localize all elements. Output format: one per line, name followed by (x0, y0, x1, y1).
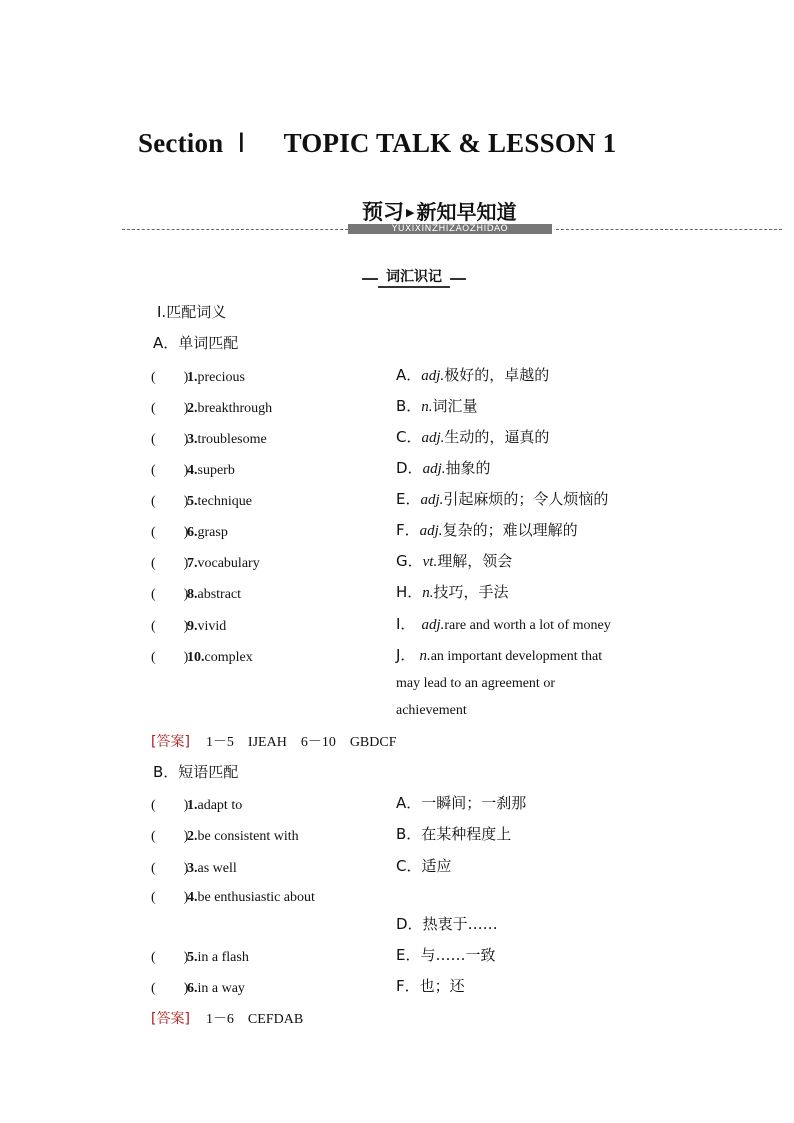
meaning-item (396, 792, 526, 813)
part-of-speech: adj. (421, 617, 445, 633)
answer-blank[interactable]: ( ) (151, 861, 189, 876)
subheading: 词汇识记 (378, 269, 450, 288)
definition-letter: B． (396, 397, 422, 415)
word-number: 9. (187, 619, 198, 634)
title-section: Section (138, 128, 224, 158)
definition-text: 抽象的 (445, 459, 491, 477)
phrase-item (151, 977, 245, 997)
meaning-letter: F． (396, 977, 420, 995)
meaning-text: 适应 (421, 857, 452, 875)
section-banner (362, 196, 516, 226)
answer-blank[interactable]: ( ) (151, 798, 189, 813)
part-of-speech: n. (422, 585, 434, 601)
definition-text: 生动的，逼真的 (444, 428, 550, 446)
subheading-box (362, 269, 466, 287)
word-text: abstract (197, 587, 242, 602)
section-b-heading: B．短语匹配 (153, 763, 239, 781)
word-item (151, 583, 241, 603)
definition-item (396, 613, 611, 634)
definition-item (396, 426, 549, 447)
meaning-letter: D． (396, 915, 423, 933)
definition-item (396, 457, 491, 478)
word-text: vivid (197, 619, 227, 634)
word-number: 7. (187, 556, 198, 571)
answer-blank[interactable]: ( ) (151, 494, 189, 509)
word-text: troublesome (197, 432, 267, 447)
phrase-number: 5. (187, 950, 198, 965)
phrase-text: in a way (197, 981, 245, 996)
word-text: precious (197, 370, 245, 385)
part-heading: Ⅰ.匹配词义 (157, 303, 227, 321)
meaning-text: 在某种程度上 (421, 825, 512, 843)
answer-text: 1－6 CEFDAB (205, 1012, 304, 1027)
definition-text: an important development that (430, 649, 603, 664)
answer-text: 1－5 IJEAH 6－10 GBDCF (205, 735, 397, 750)
definition-item (396, 364, 549, 385)
phrase-item (151, 825, 299, 845)
phrase-text: adapt to (197, 798, 243, 813)
phrase-number: 2. (187, 829, 198, 844)
answer-blank[interactable]: ( ) (151, 619, 189, 634)
answer-blank[interactable]: ( ) (151, 370, 189, 385)
word-text: grasp (197, 525, 228, 540)
answer-blank[interactable]: ( ) (151, 525, 189, 540)
definition-letter: F． (396, 521, 420, 539)
answer-tag: [答案] (151, 1011, 190, 1027)
word-text: technique (197, 494, 252, 509)
phrase-item (151, 886, 315, 906)
phrase-text: in a flash (197, 950, 249, 965)
definition-letter: I． (396, 615, 416, 633)
answer-blank[interactable]: ( ) (151, 463, 189, 478)
section-a-heading: A．单词匹配 (153, 334, 239, 352)
definition-text: 复杂的；难以理解的 (442, 521, 578, 539)
phrase-item (151, 857, 237, 877)
banner-main-text: 新知早知道 (416, 200, 517, 224)
part-of-speech: n. (421, 399, 433, 415)
banner-preview: 预习 (362, 200, 404, 224)
word-number: 4. (187, 463, 198, 478)
meaning-text: 也；还 (419, 977, 465, 995)
word-number: 6. (187, 525, 198, 540)
answer-line (151, 1008, 303, 1028)
part-of-speech: adj. (419, 523, 443, 539)
definition-text: 极好的，卓越的 (444, 366, 550, 384)
answer-blank[interactable]: ( ) (151, 650, 189, 665)
phrase-number: 4. (187, 890, 198, 905)
word-item (151, 459, 235, 479)
word-text: vocabulary (197, 556, 260, 571)
meaning-item (396, 944, 496, 965)
part-of-speech: adj. (422, 461, 446, 477)
word-number: 1. (187, 370, 198, 385)
banner-divider-right (556, 229, 782, 230)
definition-item (396, 488, 608, 509)
arrow-icon: ▶ (406, 206, 415, 219)
definition-text: 技巧，手法 (433, 583, 509, 601)
meaning-letter: B． (396, 825, 422, 843)
meaning-text: 热衷于…… (422, 915, 498, 933)
meaning-item (396, 823, 511, 844)
definition-continuation: achievement (396, 703, 467, 718)
title-roman: Ⅰ (237, 128, 246, 158)
answer-tag: [答案] (151, 734, 190, 750)
word-item (151, 490, 252, 510)
definition-item (396, 550, 512, 571)
phrase-text: as well (197, 861, 237, 876)
banner-pinyin: YUXIXINZHIZAOZHIDAO (348, 224, 552, 234)
word-text: complex (204, 650, 253, 665)
word-number: 8. (187, 587, 198, 602)
meaning-letter: C． (396, 857, 422, 875)
word-item (151, 646, 253, 666)
definition-text: 理解，领会 (437, 552, 513, 570)
banner-divider-left (122, 229, 348, 230)
answer-blank[interactable]: ( ) (151, 587, 189, 602)
definition-item (396, 581, 509, 602)
part-of-speech: adj. (420, 492, 444, 508)
meaning-letter: A． (396, 794, 422, 812)
definition-item (396, 519, 578, 540)
definition-letter: H． (396, 583, 423, 601)
word-item (151, 428, 267, 448)
phrase-text: be consistent with (197, 829, 299, 844)
meaning-text: 一瞬间；一刹那 (421, 794, 527, 812)
answer-blank[interactable]: ( ) (151, 401, 189, 416)
part-of-speech: n. (419, 648, 431, 664)
word-item (151, 397, 272, 417)
word-number: 10. (187, 650, 205, 665)
answer-blank[interactable]: ( ) (151, 981, 189, 996)
answer-blank[interactable]: ( ) (151, 556, 189, 571)
definition-letter: D． (396, 459, 423, 477)
phrase-text: be enthusiastic about (197, 890, 315, 905)
answer-blank[interactable]: ( ) (151, 829, 189, 844)
word-item (151, 552, 260, 572)
phrase-number: 3. (187, 861, 198, 876)
part-of-speech: adj. (421, 368, 445, 384)
page-title (138, 128, 616, 159)
phrase-item (151, 794, 242, 814)
answer-blank[interactable]: ( ) (151, 950, 189, 965)
definition-letter: J． (396, 646, 416, 664)
meaning-item (396, 855, 452, 876)
definition-text: 词汇量 (432, 397, 478, 415)
subheading-bar-right (450, 278, 466, 280)
definition-letter: C． (396, 428, 422, 446)
phrase-item (151, 946, 249, 966)
answer-line (151, 731, 397, 751)
definition-letter: A． (396, 366, 422, 384)
meaning-item (396, 913, 498, 934)
meaning-item (396, 975, 465, 996)
subheading-bar-left (362, 278, 378, 280)
definition-text: rare and worth a lot of money (444, 618, 611, 633)
word-item (151, 521, 228, 541)
part-of-speech: adj. (421, 430, 445, 446)
meaning-letter: E． (396, 946, 421, 964)
word-item (151, 615, 226, 635)
word-number: 3. (187, 432, 198, 447)
definition-text: 引起麻烦的；令人烦恼的 (443, 490, 609, 508)
phrase-number: 1. (187, 798, 198, 813)
meaning-text: 与……一致 (420, 946, 496, 964)
definition-item (396, 395, 478, 416)
word-item (151, 366, 245, 386)
phrase-number: 6. (187, 981, 198, 996)
part-of-speech: vt. (422, 554, 438, 570)
word-text: breakthrough (197, 401, 273, 416)
title-topic: TOPIC TALK & LESSON 1 (283, 128, 617, 158)
word-text: superb (197, 463, 235, 478)
definition-continuation: may lead to an agreement or (396, 676, 555, 691)
word-number: 5. (187, 494, 198, 509)
answer-blank[interactable]: ( ) (151, 890, 189, 905)
word-number: 2. (187, 401, 198, 416)
definition-letter: E． (396, 490, 421, 508)
definition-item (396, 644, 602, 665)
answer-blank[interactable]: ( ) (151, 432, 189, 447)
definition-letter: G． (396, 552, 423, 570)
